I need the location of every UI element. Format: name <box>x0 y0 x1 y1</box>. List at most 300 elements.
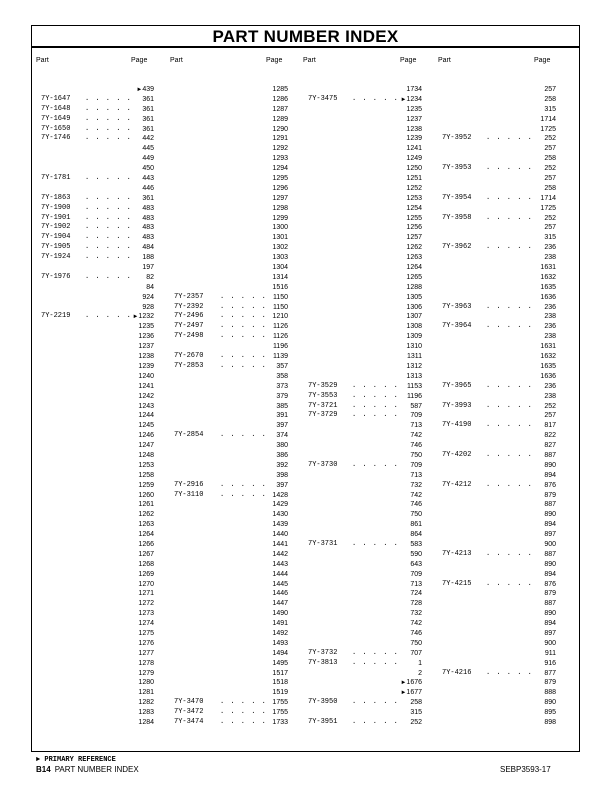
index-row <box>308 105 422 115</box>
page-ref <box>544 382 556 392</box>
page-number: 911 <box>544 649 556 657</box>
page-ref <box>540 283 556 293</box>
index-row <box>174 589 288 599</box>
page-number: 1302 <box>272 244 288 252</box>
page-ref <box>276 362 288 372</box>
leader-dots: . . . . . <box>352 539 399 548</box>
index-row <box>442 372 556 382</box>
page-ref <box>138 382 154 392</box>
page-number: 258 <box>544 184 556 192</box>
page-ref <box>273 293 288 303</box>
page-ref <box>406 233 422 243</box>
page-number: 928 <box>142 303 154 311</box>
page-number: 897 <box>544 531 556 539</box>
page-number: 1283 <box>138 709 154 717</box>
page-ref <box>544 95 556 105</box>
page-ref <box>544 609 556 619</box>
part-number: 7Y-2219 <box>41 312 71 321</box>
page-ref <box>544 243 556 253</box>
page-number: 1139 <box>272 353 288 361</box>
page-ref <box>406 194 422 204</box>
page-ref <box>406 243 422 253</box>
page-number: 484 <box>142 244 154 252</box>
page-number: 1298 <box>272 204 288 212</box>
page-ref <box>540 352 556 362</box>
page-number: 1725 <box>540 204 556 212</box>
part-number: 7Y-3110 <box>174 490 204 499</box>
index-row <box>174 214 288 224</box>
index-row <box>442 678 556 688</box>
page-ref <box>410 431 422 441</box>
part-number: 7Y-1863 <box>41 193 71 202</box>
page-number: 236 <box>544 303 556 311</box>
page-ref <box>540 273 556 283</box>
part-number: 7Y-3962 <box>442 243 472 252</box>
page-number: 750 <box>410 451 422 459</box>
index-row <box>442 214 556 224</box>
page-ref <box>272 570 288 580</box>
page-number: 1636 <box>540 372 556 380</box>
page-ref <box>410 481 422 491</box>
page-ref <box>272 619 288 629</box>
index-row <box>442 609 556 619</box>
index-row <box>308 520 422 530</box>
leader-dots: . . . . . <box>486 579 533 588</box>
index-row <box>308 293 422 303</box>
page-number: 1495 <box>272 659 288 667</box>
page-number: 1279 <box>138 669 154 677</box>
page-ref <box>142 293 154 303</box>
page-ref <box>276 481 288 491</box>
index-row <box>442 303 556 313</box>
index-row <box>41 510 154 520</box>
index-row <box>442 629 556 639</box>
index-row <box>41 491 154 501</box>
page-ref <box>272 589 288 599</box>
footer-section: PART NUMBER INDEX <box>54 765 139 774</box>
leader-dots: . . . . . <box>85 114 132 123</box>
index-row <box>174 520 288 530</box>
index-row <box>41 471 154 481</box>
page-ref <box>406 283 422 293</box>
page-ref <box>406 125 422 135</box>
page-number: 386 <box>276 451 288 459</box>
index-row <box>308 402 422 412</box>
index-row <box>174 649 288 659</box>
page-ref <box>138 580 154 590</box>
index-row <box>308 678 422 688</box>
index-row <box>308 214 422 224</box>
index-row <box>174 550 288 560</box>
footer-left <box>36 765 139 774</box>
page-ref <box>406 115 422 125</box>
page-number: 1261 <box>138 501 154 509</box>
index-row <box>41 362 154 372</box>
page-number: 1443 <box>272 560 288 568</box>
page-number: 877 <box>544 669 556 677</box>
page-ref <box>406 144 422 154</box>
page-number: 1725 <box>540 125 556 133</box>
page-number: 252 <box>410 719 422 726</box>
page-number: 1238 <box>406 125 422 133</box>
page-number: 1235 <box>138 323 154 331</box>
page-ref <box>272 698 288 708</box>
index-row <box>442 243 556 253</box>
page-ref <box>138 639 154 649</box>
page-number: 1248 <box>138 451 154 459</box>
index-row <box>308 154 422 164</box>
part-number: 7Y-3952 <box>442 134 472 143</box>
index-row <box>308 372 422 382</box>
page-ref <box>544 451 556 461</box>
page-ref <box>410 599 422 609</box>
page-ref <box>138 708 154 718</box>
page-ref <box>138 441 154 451</box>
page-number: 1249 <box>406 155 422 163</box>
part-number: 7Y-1746 <box>41 134 71 143</box>
index-row <box>308 629 422 639</box>
part-number: 7Y-4190 <box>442 421 472 430</box>
page-ref <box>272 500 288 510</box>
page-number: 1257 <box>406 234 422 242</box>
index-row <box>308 85 422 95</box>
page-ref <box>272 491 288 501</box>
index-row <box>41 184 154 194</box>
page-number: 446 <box>142 184 154 192</box>
page-ref <box>272 115 288 125</box>
index-row <box>41 293 154 303</box>
page-ref <box>142 303 154 313</box>
page-number: 391 <box>276 412 288 420</box>
page-number: 2 <box>418 669 422 677</box>
part-number: 7Y-3553 <box>308 391 338 400</box>
page-ref <box>276 471 288 481</box>
page-ref <box>410 698 422 708</box>
index-row <box>442 402 556 412</box>
index-row <box>442 698 556 708</box>
index-row <box>308 639 422 649</box>
page-ref <box>272 164 288 174</box>
page-ref <box>272 144 288 154</box>
page-ref <box>138 362 154 372</box>
page-ref <box>410 530 422 540</box>
part-number: 7Y-2392 <box>174 302 204 311</box>
page-ref <box>142 125 154 135</box>
leader-dots: . . . . . <box>85 104 132 113</box>
index-row <box>174 372 288 382</box>
page-ref <box>406 342 422 352</box>
page-number: 1150 <box>272 303 288 311</box>
page-number: 1275 <box>138 629 154 637</box>
index-row <box>174 194 288 204</box>
index-row <box>442 95 556 105</box>
index-row <box>41 589 154 599</box>
index-row <box>41 105 154 115</box>
col3-part-header: Part <box>303 57 316 64</box>
col1-part-header: Part <box>36 57 49 64</box>
page-ref <box>276 411 288 421</box>
page-ref <box>142 184 154 194</box>
page-number: 1253 <box>406 194 422 202</box>
index-row <box>41 540 154 550</box>
page-number: 1265 <box>406 273 422 281</box>
leader-dots: . . . . . <box>486 302 533 311</box>
page-number: 257 <box>544 86 556 93</box>
index-row <box>442 154 556 164</box>
index-row <box>174 599 288 609</box>
page-number: 583 <box>410 540 422 548</box>
col4-part-header: Part <box>438 57 451 64</box>
index-row <box>442 540 556 550</box>
index-row <box>174 530 288 540</box>
page-number: 713 <box>410 422 422 430</box>
page-number: 1242 <box>138 392 154 400</box>
page-number: 879 <box>544 679 556 687</box>
page-number: 1196 <box>272 343 288 351</box>
page-ref <box>272 105 288 115</box>
index-row <box>308 441 422 451</box>
page-ref <box>410 411 422 421</box>
page-ref <box>138 500 154 510</box>
page-ref <box>142 194 154 204</box>
index-row <box>41 204 154 214</box>
page-number: 1307 <box>406 313 422 321</box>
index-row <box>174 441 288 451</box>
page-number: 1251 <box>406 175 422 183</box>
part-number: 7Y-3965 <box>442 381 472 390</box>
page-ref <box>544 589 556 599</box>
page-number: 1234 <box>406 95 422 103</box>
page-ref <box>272 253 288 263</box>
leader-dots: . . . . . <box>85 203 132 212</box>
index-row <box>308 530 422 540</box>
page-number: 1301 <box>272 234 288 242</box>
index-row <box>174 362 288 372</box>
index-row <box>41 312 154 322</box>
page-ref <box>544 461 556 471</box>
page-number: 742 <box>410 432 422 440</box>
part-number: 7Y-3964 <box>442 322 472 331</box>
index-row <box>442 411 556 421</box>
page-number: 1236 <box>138 333 154 341</box>
page-number: 643 <box>410 560 422 568</box>
part-number: 7Y-3963 <box>442 302 472 311</box>
page-number: 315 <box>544 234 556 242</box>
page-ref <box>138 599 154 609</box>
page-ref <box>544 134 556 144</box>
index-row <box>174 461 288 471</box>
page-ref <box>142 233 154 243</box>
page-ref <box>544 669 556 679</box>
part-number: 7Y-4215 <box>442 579 472 588</box>
page-number: 732 <box>410 481 422 489</box>
page-number: 1632 <box>540 273 556 281</box>
index-row <box>41 451 154 461</box>
index-row <box>174 639 288 649</box>
page-number: 398 <box>276 471 288 479</box>
leader-dots: . . . . . <box>220 352 267 361</box>
page-number: 713 <box>410 471 422 479</box>
page-number: 445 <box>142 145 154 153</box>
index-row <box>308 669 422 679</box>
leader-dots: . . . . . <box>486 322 533 331</box>
index-row <box>308 708 422 718</box>
page-number: 895 <box>544 709 556 717</box>
page-ref <box>418 659 422 669</box>
page-number: 361 <box>142 95 154 103</box>
index-row <box>308 342 422 352</box>
page-number: 1269 <box>138 570 154 578</box>
page-ref <box>142 223 154 233</box>
page-ref <box>146 283 154 293</box>
index-row <box>442 322 556 332</box>
page-number: 252 <box>544 165 556 173</box>
page-number: 890 <box>544 610 556 618</box>
page-number: 442 <box>142 135 154 143</box>
page-number: 1250 <box>406 165 422 173</box>
page-ref <box>544 441 556 451</box>
index-column-4 <box>442 85 556 728</box>
page-ref <box>272 95 288 105</box>
page-number: 1676 <box>406 679 422 687</box>
index-row <box>442 599 556 609</box>
index-row <box>174 451 288 461</box>
page-ref <box>138 520 154 530</box>
index-column-2 <box>174 85 288 728</box>
index-row <box>174 411 288 421</box>
index-row <box>174 223 288 233</box>
page-ref <box>276 461 288 471</box>
index-row <box>442 352 556 362</box>
page-ref <box>142 115 154 125</box>
index-row <box>41 718 154 728</box>
page-ref <box>138 392 154 402</box>
page-ref <box>138 678 154 688</box>
page-ref <box>138 530 154 540</box>
page-ref <box>138 402 154 412</box>
page-ref <box>544 500 556 510</box>
page-ref <box>544 174 556 184</box>
page-number: 1272 <box>138 600 154 608</box>
col3-page-header: Page <box>400 57 417 64</box>
page-ref <box>540 194 556 204</box>
page-number: 1259 <box>138 481 154 489</box>
page-ref <box>544 619 556 629</box>
page-ref <box>142 263 154 273</box>
index-row <box>442 520 556 530</box>
page-ref <box>406 164 422 174</box>
index-row <box>41 303 154 313</box>
page-number: 1270 <box>138 580 154 588</box>
page-ref <box>142 105 154 115</box>
index-row <box>442 263 556 273</box>
page-ref <box>138 688 154 698</box>
index-row <box>174 134 288 144</box>
page-ref <box>406 174 422 184</box>
page-number: 1494 <box>272 649 288 657</box>
page-number: 1517 <box>272 669 288 677</box>
page-number: 258 <box>544 155 556 163</box>
leader-dots: . . . . . <box>220 718 267 726</box>
page-number: 876 <box>544 580 556 588</box>
index-row <box>308 659 422 669</box>
page-ref <box>406 184 422 194</box>
index-row <box>174 253 288 263</box>
index-row <box>308 698 422 708</box>
index-row <box>174 293 288 303</box>
leader-dots: . . . . . <box>352 391 399 400</box>
page-number: 1196 <box>406 392 422 400</box>
index-row <box>308 194 422 204</box>
index-row <box>442 194 556 204</box>
page-ref <box>272 283 288 293</box>
page-ref <box>544 629 556 639</box>
page-number: 1733 <box>272 719 288 726</box>
page-number: 1635 <box>540 362 556 370</box>
page-ref <box>544 392 556 402</box>
index-row <box>442 659 556 669</box>
index-row <box>174 678 288 688</box>
page-number: 1126 <box>272 323 288 331</box>
page-ref <box>138 372 154 382</box>
page-number: 879 <box>544 491 556 499</box>
page-number: 1244 <box>138 412 154 420</box>
part-number: 7Y-3954 <box>442 193 472 202</box>
index-row <box>442 293 556 303</box>
page-ref <box>410 570 422 580</box>
index-row <box>308 580 422 590</box>
page-ref <box>540 204 556 214</box>
page-ref <box>272 154 288 164</box>
leader-dots: . . . . . <box>85 223 132 232</box>
index-row <box>308 283 422 293</box>
page-ref <box>142 95 154 105</box>
page-number: 1714 <box>540 194 556 202</box>
page-ref <box>272 223 288 233</box>
page-ref <box>418 669 422 679</box>
page-number: 1238 <box>138 353 154 361</box>
page-number: 1281 <box>138 689 154 697</box>
page-number: 1305 <box>406 293 422 301</box>
index-row <box>174 708 288 718</box>
page-number: 894 <box>544 521 556 529</box>
page-ref <box>406 293 422 303</box>
page-ref <box>544 471 556 481</box>
page-ref <box>138 510 154 520</box>
page-number: 1253 <box>138 461 154 469</box>
part-number: 7Y-4213 <box>442 549 472 558</box>
page-number: 252 <box>544 135 556 143</box>
page-number: 257 <box>544 412 556 420</box>
page-number: 439 <box>142 86 154 93</box>
page-number: 1490 <box>272 610 288 618</box>
index-row <box>442 392 556 402</box>
page-number: 887 <box>544 600 556 608</box>
page-ref <box>410 619 422 629</box>
index-row <box>442 431 556 441</box>
part-number: 7Y-3475 <box>308 94 338 103</box>
page-ref <box>544 599 556 609</box>
page-ref <box>273 322 288 332</box>
index-row <box>442 174 556 184</box>
page-ref <box>272 184 288 194</box>
index-row <box>442 273 556 283</box>
col2-page-header: Page <box>266 57 283 64</box>
index-row <box>41 194 154 204</box>
page-number: 894 <box>544 620 556 628</box>
index-row <box>442 184 556 194</box>
index-row <box>442 688 556 698</box>
